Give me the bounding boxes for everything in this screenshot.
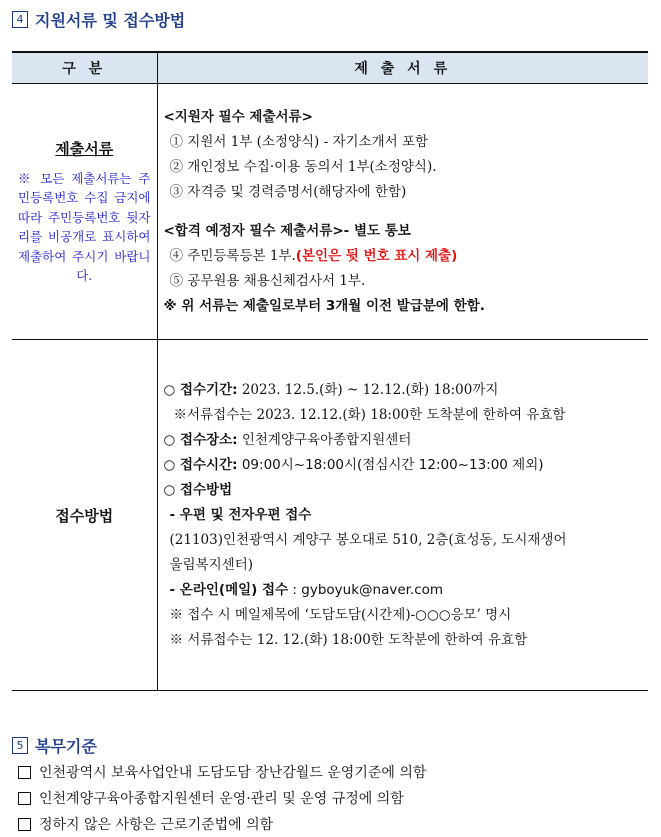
section4-title: 지원서류 및 접수방법 — [35, 11, 186, 30]
time-value: 09:00시~18:00시(점심시간 12:00~13:00 제외) — [237, 456, 544, 473]
deadline-note: ※ 서류접수는 12. 12.(화) 18:00한 도착분에 한하여 유효함 — [169, 631, 528, 648]
table-header-row — [12, 52, 648, 84]
checkbox-square-icon — [18, 766, 31, 779]
item4-red-note: (본인은 뒷 번호 표시 제출) — [295, 247, 458, 264]
row-label-documents: 제출서류 — [55, 139, 114, 158]
section5-title: 복무기준 — [35, 737, 97, 756]
section5-heading — [12, 734, 97, 757]
mail-title-note: ※ 접수 시 메일제목에 ‘도담도담(시간제)-○○○응모’ 명시 — [169, 606, 512, 623]
period-value: 2023. 12.5.(화) ~ 12.12.(화) 18:00까지 — [237, 381, 499, 398]
list-item-text: 정하지 않은 사항은 근로기준법에 의함 — [39, 817, 274, 833]
documents-footnote: ※ 위 서류는 제출일로부터 3개월 이전 발급분에 한함. — [163, 297, 485, 314]
row-label-method: 접수방법 — [55, 506, 114, 525]
documents-cell — [157, 84, 648, 340]
list-item-text: 인천계양구육아종합지원센터 운영·관리 및 운영 규정에 의함 — [39, 791, 404, 807]
method-label: ○ 접수방법 — [163, 481, 233, 498]
place-value: 인천계양구육아종합지원센터 — [237, 431, 412, 448]
list-item: ② 개인정보 수집·이용 동의서 1부(소정양식). — [169, 158, 437, 175]
list-item — [164, 244, 649, 269]
method-cell — [157, 340, 648, 691]
list-item: ③ 자격증 및 경력증명서(해당자에 한함) — [169, 183, 407, 200]
list-item — [18, 811, 426, 837]
list-item — [18, 759, 426, 785]
documents-table — [12, 51, 648, 691]
section-number-box: 5 — [12, 737, 28, 754]
period-note: ※서류접수는 2023. 12.12.(화) 18:00한 도착분에 한하여 유효함 — [173, 406, 566, 423]
checkbox-square-icon — [18, 792, 31, 805]
table-row — [12, 84, 648, 340]
table-row — [12, 340, 648, 691]
checkbox-square-icon — [18, 818, 31, 831]
list-item — [18, 785, 426, 811]
header-documents: 제 출 서 류 — [157, 52, 648, 84]
row-label-cell — [12, 340, 157, 691]
list-item: ⑤ 공무원용 채용신체검사서 1부. — [169, 272, 366, 289]
list-item: ① 지원서 1부 (소정양식) - 자기소개서 포함 — [169, 133, 429, 150]
post-label: - 우편 및 전자우편 접수 — [169, 506, 312, 523]
header-category: 구 분 — [12, 52, 157, 84]
online-label: - 온라인(메일) 접수 — [169, 581, 289, 598]
applicant-docs-title: <지원자 필수 제출서류> — [163, 108, 313, 125]
section-number-box: 4 — [12, 11, 28, 28]
privacy-note: ※ 모든 제출서류는 주민등록번호 수집 금지에 따라 주민등록번호 뒷자리를 비공개로 표시하여 제출하여 주시기 바랍니다. — [18, 170, 151, 283]
service-standards-list — [18, 759, 426, 837]
finalist-docs-title: <합격 예정자 필수 제출서류>- 별도 통보 — [163, 222, 411, 239]
time-label: ○ 접수시간: — [163, 456, 238, 473]
item4-text: ④ 주민등록등본 1부. — [169, 247, 296, 264]
address-line: 울림복지센터) — [169, 556, 254, 573]
online-email[interactable]: : gyboyuk@naver.com — [288, 581, 444, 598]
row-label-cell — [12, 84, 157, 340]
period-label: ○ 접수기간: — [163, 381, 238, 398]
list-item-text: 인천광역시 보육사업안내 도담도담 장난감월드 운영기준에 의함 — [39, 765, 427, 781]
address-line: (21103)인천광역시 계양구 봉오대로 510, 2층(효성동, 도시재생어 — [169, 531, 567, 548]
place-label: ○ 접수장소: — [163, 431, 238, 448]
section4-heading — [12, 8, 185, 31]
